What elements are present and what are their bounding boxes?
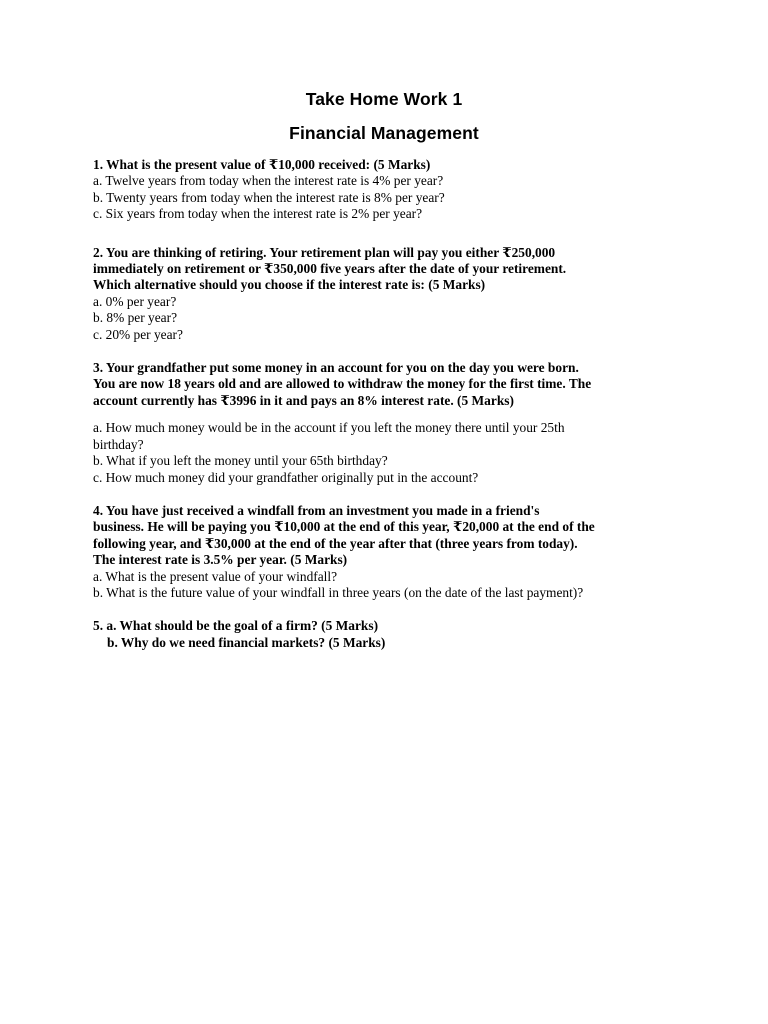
question-heading-line: Which alternative should you choose if the interest rate is: (5 Marks): [93, 277, 486, 293]
question-part: a. How much money would be in the account if you left the money there until your 25th: [93, 420, 565, 436]
document-subtitle: Financial Management: [289, 123, 479, 143]
question-part: b. Twenty years from today when the interest rate is 8% per year?: [93, 189, 445, 205]
question-2: [93, 245, 693, 343]
question-heading-line: You are now 18 years old and are allowed to withdraw the money for the first time. The: [93, 376, 592, 392]
question-part: c. How much money did your grandfather originally put in the account?: [93, 469, 479, 485]
question-5: [93, 618, 693, 651]
question-heading-line: 3. Your grandfather put some money in an account for you on the day you were born.: [93, 360, 579, 376]
question-heading-line: immediately on retirement or ₹350,000 five years after the date of your retirement.: [93, 261, 567, 277]
question-part: a. What is the present value of your windfall?: [93, 568, 338, 584]
question-part: b. 8% per year?: [93, 310, 178, 326]
document-title: Take Home Work 1: [305, 89, 463, 109]
question-heading-line: 2. You are thinking of retiring. Your retirement plan will pay you either ₹250,000: [93, 244, 556, 260]
question-part: b. What if you left the money until your 65th birthday?: [93, 453, 388, 469]
question-4: [93, 503, 693, 601]
question-part: c. Six years from today when the interest rate is 2% per year?: [93, 206, 423, 222]
question-heading-line: 5. a. What should be the goal of a firm? (5 Marks): [93, 618, 379, 634]
question-part: b. What is the future value of your windfall in three years (on the date of the last payment)?: [93, 584, 584, 600]
question-part: a. 0% per year?: [93, 293, 177, 309]
question-part: birthday?: [93, 436, 144, 452]
question-heading-line: following year, and ₹30,000 at the end of the year after that (three years from today).: [93, 535, 578, 551]
question-heading-line: business. He will be paying you ₹10,000 at the end of this year, ₹20,000 at the end of the: [93, 519, 595, 535]
question-heading-line: 4. You have just received a windfall from an investment you made in a friend's: [93, 502, 540, 518]
question-part: c. 20% per year?: [93, 326, 183, 342]
question-1: [93, 157, 693, 223]
question-heading: 1. What is the present value of ₹10,000 received: (5 Marks): [93, 157, 431, 172]
questions-body: [93, 157, 693, 651]
question-3: [93, 360, 693, 486]
question-heading-line: account currently has ₹3996 in it and pays an 8% interest rate. (5 Marks): [93, 392, 514, 408]
question-heading-line: b. Why do we need financial markets? (5 Marks): [107, 634, 386, 650]
question-heading-line: The interest rate is 3.5% per year. (5 Marks): [93, 552, 348, 568]
question-part: a. Twelve years from today when the interest rate is 4% per year?: [93, 173, 444, 189]
